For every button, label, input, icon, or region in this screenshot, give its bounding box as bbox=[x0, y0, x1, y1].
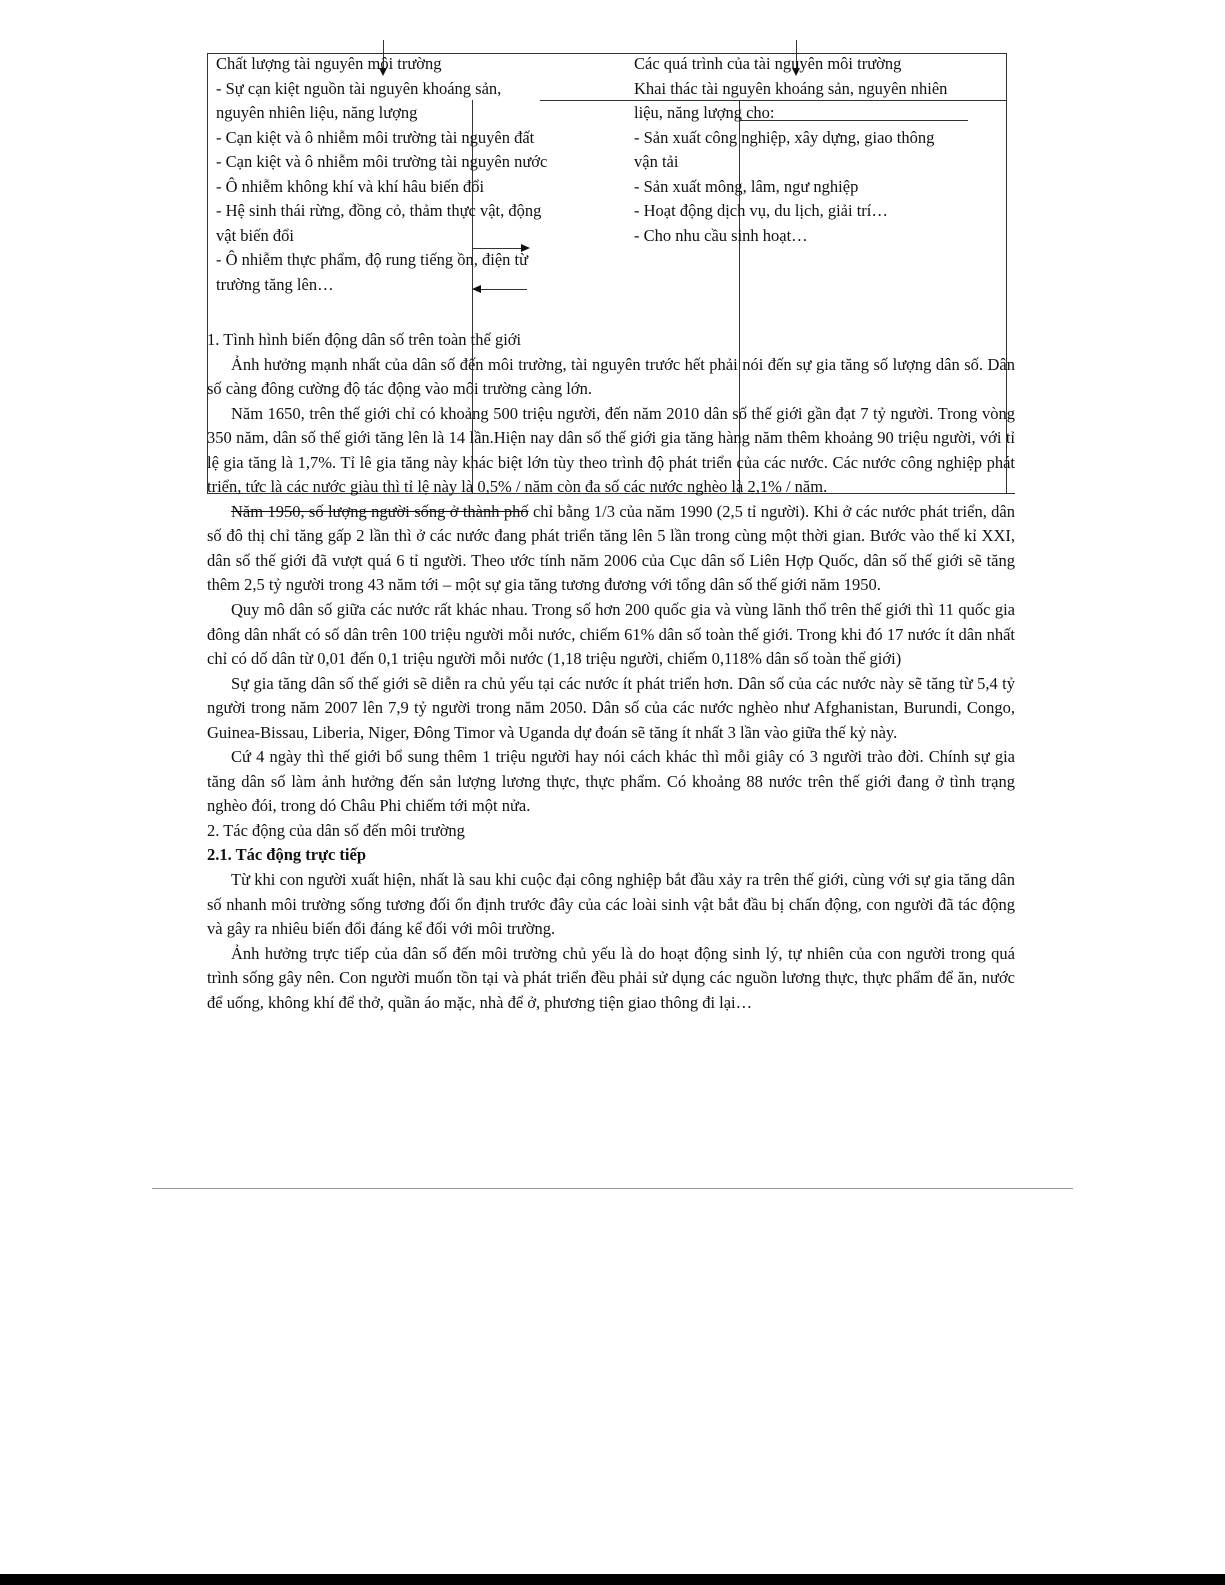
paragraph-2: Năm 1650, trên thế giới chỉ có khoảng 500 triệu người, đến năm 2010 dân số thế giới gần đạt 7 tỷ người. Trong vòng 350 năm, dân số thế giới tăng lên là 14 lần.Hiện nay dân số thế giới gia tăng hàng năm thêm khoảng 90 triệu người, với tỉ lệ gia tăng là 1,7%. Tỉ lê gia tăng này khác biệt lớn tùy theo trình độ phát triển của các nước. Các nước công nghiệp phát triển, tức là các nước giàu thì tỉ lệ này là 0,5% / năm còn đa số các nước nghèo là 2,1% / năm. bbox=[207, 403, 1015, 497]
diagram-left-item-6: vật biến đổi bbox=[216, 226, 294, 245]
diagram-left-item-8: trường tăng lên… bbox=[216, 275, 334, 294]
section-1-heading: 1. Tình hình biến động dân số trên toàn thế giới bbox=[207, 330, 522, 349]
paragraph-3-struck: Năm 1950, số lượng người sống ở thành phố bbox=[231, 501, 529, 521]
diagram-left-item-1: nguyên nhiên liệu, năng lượng bbox=[216, 103, 418, 122]
diagram-right-item-1: liệu, năng lượng cho: bbox=[634, 103, 775, 122]
paragraph-1: Ảnh hưởng mạnh nhất của dân số đến môi trường, tài nguyên trước hết phải nói đến sự gia tăng số lượng dân số. Dân số càng đông cường độ tác động vào môi trường càng lớn. bbox=[207, 354, 1015, 399]
diagram-left-item-0: - Sự cạn kiệt nguồn tài nguyên khoáng sản, bbox=[216, 79, 502, 98]
paragraph-8: Ảnh hưởng trực tiếp của dân số đến môi trường chủ yếu là do hoạt động sinh lý, tự nhiên của con người trong quá trình sống gây nên. Con người muốn tồn tại và phát triển đều phải sử dụng các nguồn lương thực, thực phẩm để ăn, nước để uống, không khí để thở, quần áo mặc, nhà để ở, phương tiện giao thông đi lại… bbox=[207, 943, 1015, 1012]
section-2-heading: 2. Tác động của dân số đến môi trường bbox=[207, 820, 465, 840]
paragraph-7: Từ khi con người xuất hiện, nhất là sau khi cuộc đại công nghiệp bắt đầu xảy ra trên thế giới, cùng với sự gia tăng dân số nhanh môi trường sống tương đối ổn định trước đây của các loài sinh vật bắt đầu bị chấn động, con người đã tác động và gây ra nhiêu biến đổi đáng kể đối với môi trường. bbox=[207, 870, 1015, 939]
section-2-1-heading: 2.1. Tác động trực tiếp bbox=[207, 845, 367, 865]
page-bottom-edge bbox=[0, 1574, 1225, 1585]
paragraph-5: Sự gia tăng dân số thế giới sẽ diễn ra chủ yếu tại các nước ít phát triển hơn. Dân số của các nước này sẽ tăng từ 5,4 tỷ người trong năm 2007 lên 7,9 tỷ người trong năm 2050. Dân số của các nước nghèo như Afghanistan, Burundi, Congo, Guinea-Bissau, Liberia, Niger, Đông Timor và Uganda dự đoán sẽ tăng ít nhất 3 lần vào giữa thế kỷ này. bbox=[207, 673, 1015, 742]
diagram-right-item-6: - Cho nhu cầu sinh hoạt… bbox=[634, 226, 808, 245]
diagram-right-item-4: - Sản xuất mông, lâm, ngư nghiệp bbox=[634, 177, 859, 196]
diagram-right-item-2: - Sản xuất công nghiệp, xây dựng, giao thông bbox=[634, 128, 935, 147]
diagram-left-item-5: - Hệ sinh thái rừng, đồng cỏ, thảm thực vật, động bbox=[216, 201, 542, 220]
arrow-left-icon bbox=[472, 285, 481, 293]
diagram-right-item-5: - Hoạt động dịch vụ, du lịch, giải trí… bbox=[634, 201, 888, 220]
body-text bbox=[207, 328, 1015, 1015]
paragraph-3-rest: chỉ bằng 1/3 của năm 1990 (2,5 tỉ người). Khi ở các nước phát triển, dân số đô thị chỉ tăng gấp 2 lần thì ở các nước đang phát triển tăng lên 5 lần trong cùng một thời gian. Bước vào thế kỉ XXI, dân số thế giới đã vượt quá 6 tỉ người. Theo ước tính năm 2006 của Cục dân số Liên Hợp Quốc, dân số thế giới sẽ tăng thêm 2,5 tỷ người trong 43 năm tới – một sự gia tăng tương đương với tổng dân số thế giới năm 1950. bbox=[207, 501, 1016, 595]
diagram-left-item-3: - Cạn kiệt và ô nhiễm môi trường tài nguyên nước bbox=[216, 152, 548, 171]
arrow-left-shaft bbox=[481, 289, 527, 290]
paragraph-6: Cứ 4 ngày thì thế giới bổ sung thêm 1 triệu người hay nói cách khác thì mỗi giây có 3 người trào đời. Chính sự gia tăng dân số làm ảnh hưởng đến sản lượng lương thực, thực phẩm. Có khoảng 88 nước trên thế giới đang ở tình trạng nghèo đói, trong dó Châu Phi chiếm tới một nửa. bbox=[207, 747, 1015, 816]
diagram-right-item-0: Khai thác tài nguyên khoáng sản, nguyên nhiên bbox=[634, 79, 948, 98]
paragraph-4: Quy mô dân số giữa các nước rất khác nhau. Trong số hơn 200 quốc gia và vùng lãnh thổ trên thế giới thì 11 quốc gia đông dân nhất có số dân trên 100 triệu người mỗi nước, chiếm 61% dân số toàn thế giới. Trong khi đó 17 nước ít dân nhất chỉ có dố dân từ 0,01 đến 0,1 triệu người mỗi nước (1,18 triệu người, chiếm 0,118% dân số toàn thế giới) bbox=[207, 600, 1015, 669]
diagram-left-item-2: - Cạn kiệt và ô nhiễm môi trường tài nguyên đất bbox=[216, 128, 535, 147]
page-footer-rule bbox=[152, 1188, 1073, 1189]
diagram-right-item-3: vận tải bbox=[634, 152, 679, 171]
diagram-right-header: Các quá trình của tài nguyên môi trường bbox=[634, 54, 902, 73]
diagram-left-item-7: - Ô nhiễm thực phẩm, độ rung tiếng ồn, điện từ bbox=[216, 250, 529, 269]
paragraph-3 bbox=[207, 500, 1015, 598]
diagram-left-header: Chất lượng tài nguyên môi trường bbox=[216, 54, 442, 73]
diagram-left-item-4: - Ô nhiễm không khí và khí hâu biến đổi bbox=[216, 177, 485, 196]
